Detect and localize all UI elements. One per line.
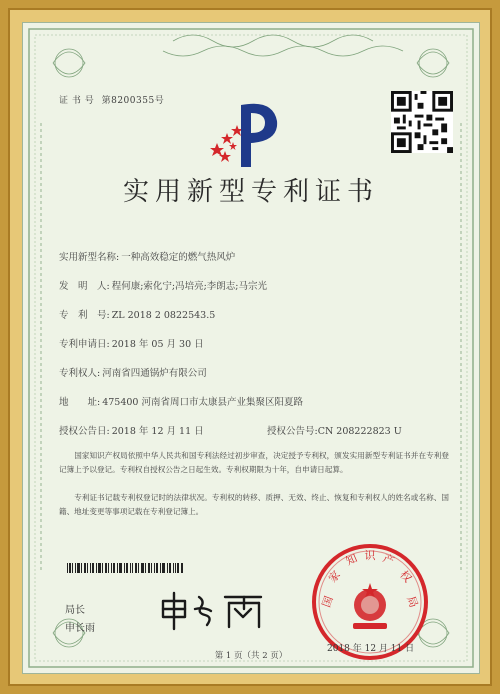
certificate-number — [59, 93, 164, 106]
svg-text:权: 权 — [397, 568, 415, 586]
grant-number-row — [267, 423, 402, 437]
seal-date: 2018 年 12 月 11 日 — [327, 644, 415, 654]
grant-date-row — [59, 423, 204, 437]
patentee-label: 专利权人: — [59, 368, 101, 379]
svg-text:国: 国 — [319, 594, 336, 610]
utility-model-name-label: 实用新型名称: — [59, 252, 120, 263]
inventor-row — [59, 278, 267, 292]
address-label: 地 址: — [59, 397, 101, 408]
qr-code-icon — [391, 91, 453, 153]
page-footer: 第 1 页（共 2 页） — [214, 651, 288, 661]
address-value: 475400 河南省周口市太康县产业集聚区阳夏路 — [102, 397, 303, 408]
director-title: 局长 — [65, 605, 85, 616]
cnipa-logo-icon — [203, 95, 287, 171]
filing-date-value: 2018 年 05 月 30 日 — [111, 339, 204, 350]
grant-date-value: 2018 年 12 月 11 日 — [111, 426, 204, 437]
patentee-value: 河南省四通锅炉有限公司 — [102, 368, 207, 379]
inventor-label: 发 明 人: — [59, 281, 110, 292]
patentee-row — [59, 365, 207, 379]
director-name: 申长雨 — [65, 623, 95, 634]
patent-number-row — [59, 307, 215, 321]
svg-text:知: 知 — [343, 551, 360, 568]
svg-text:识: 识 — [364, 549, 376, 562]
page-title: 实用新型专利证书 — [122, 177, 379, 207]
signature-icon — [155, 589, 275, 633]
utility-model-name-value: 一种高效稳定的燃气热风炉 — [121, 252, 236, 263]
filing-date-row — [59, 336, 204, 350]
barcode-icon — [67, 563, 183, 573]
certificate-paper — [22, 22, 480, 674]
utility-model-name-row — [59, 249, 235, 263]
certificate-number-label: 证 书 号 — [59, 96, 95, 106]
certificate-number-value: 第8200355号 — [101, 96, 165, 106]
svg-text:家: 家 — [325, 568, 343, 586]
address-row — [59, 394, 303, 408]
grant-number-label: 授权公告号: — [267, 426, 318, 437]
certificate-paragraph-1: 国家知识产权局依照中华人民共和国专利法经过初步审查，决定授予专利权，颁发实用新型专利证书并在专利登记簿上予以登记。专利权自授权公告之日起生效。专利权期限为十年，自申请日起算。 — [59, 451, 449, 474]
grant-number-value: CN 208222823 U — [317, 426, 402, 437]
patent-number-value: ZL 2018 2 0822543.5 — [111, 310, 216, 321]
filing-date-label: 专利申请日: — [59, 339, 110, 350]
inventor-value: 程何康;索化宁;冯培亮;李朗志;马宗光 — [111, 281, 268, 292]
svg-text:局: 局 — [404, 594, 421, 610]
grant-date-label: 授权公告日: — [59, 426, 110, 437]
svg-text:产: 产 — [380, 551, 397, 568]
patent-number-label: 专 利 号: — [59, 310, 110, 321]
certificate-paragraph-2: 专利证书记载专利权登记时的法律状况。专利权的转移、质押、无效、终止、恢复和专利权人的姓名或名称、国籍、地址变更等事项记载在专利登记簿上。 — [59, 493, 449, 516]
